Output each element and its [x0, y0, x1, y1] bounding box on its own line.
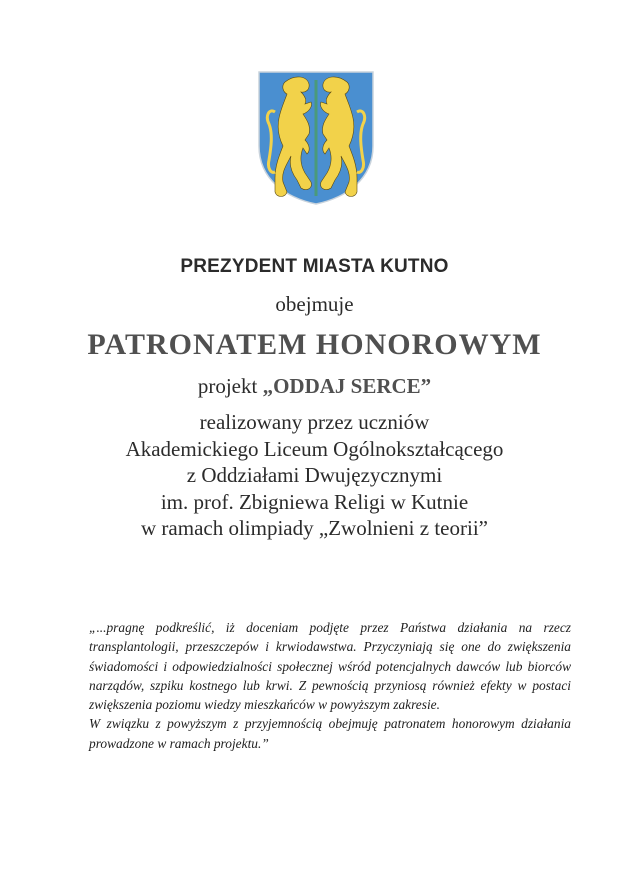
project-name: „ODDAJ SERCE”	[262, 374, 432, 398]
quote-paragraph: „...pragnę podkreślić, iż doceniam podjęte przez Państwa działania na rzecz transplantologii, przeszczepów i krwiodawstwa. Przyczyniają się one do zwiększenia świadomości i odpowiedzialności społecznej wśród potencjalnych dawców lub biorców narządów, szpiku kostnego lub krwi. Z pewnością przyniosą również efekty w postaci zwiększenia poziomu wiedzy mieszkańców w powyższym zakresie.	[89, 620, 571, 713]
description-block	[0, 409, 629, 542]
coat-of-arms-logo	[255, 68, 377, 206]
quote-paragraph: W związku z powyższym z przyjemnością obejmuję patronatem honorowym działania prowadzone w ramach projektu.”	[89, 716, 571, 751]
patronage-title: PATRONATEM HONOROWYM	[87, 328, 542, 361]
description-line: z Oddziałami Dwujęzycznymi	[186, 463, 443, 487]
quote-block	[89, 618, 571, 753]
project-line	[0, 374, 629, 399]
description-line: w ramach olimpiady „Zwolnieni z teorii”	[141, 516, 488, 540]
description-line: Akademickiego Liceum Ogólnokształcącego	[125, 436, 504, 461]
project-prefix: projekt	[197, 374, 263, 398]
description-line: realizowany przez uczniów	[199, 410, 430, 434]
description-line: im. prof. Zbigniewa Religi w Kutnie	[160, 489, 469, 514]
verb-text: obejmuje	[275, 292, 354, 316]
issuer-heading: PREZYDENT MIASTA KUTNO	[180, 256, 449, 277]
